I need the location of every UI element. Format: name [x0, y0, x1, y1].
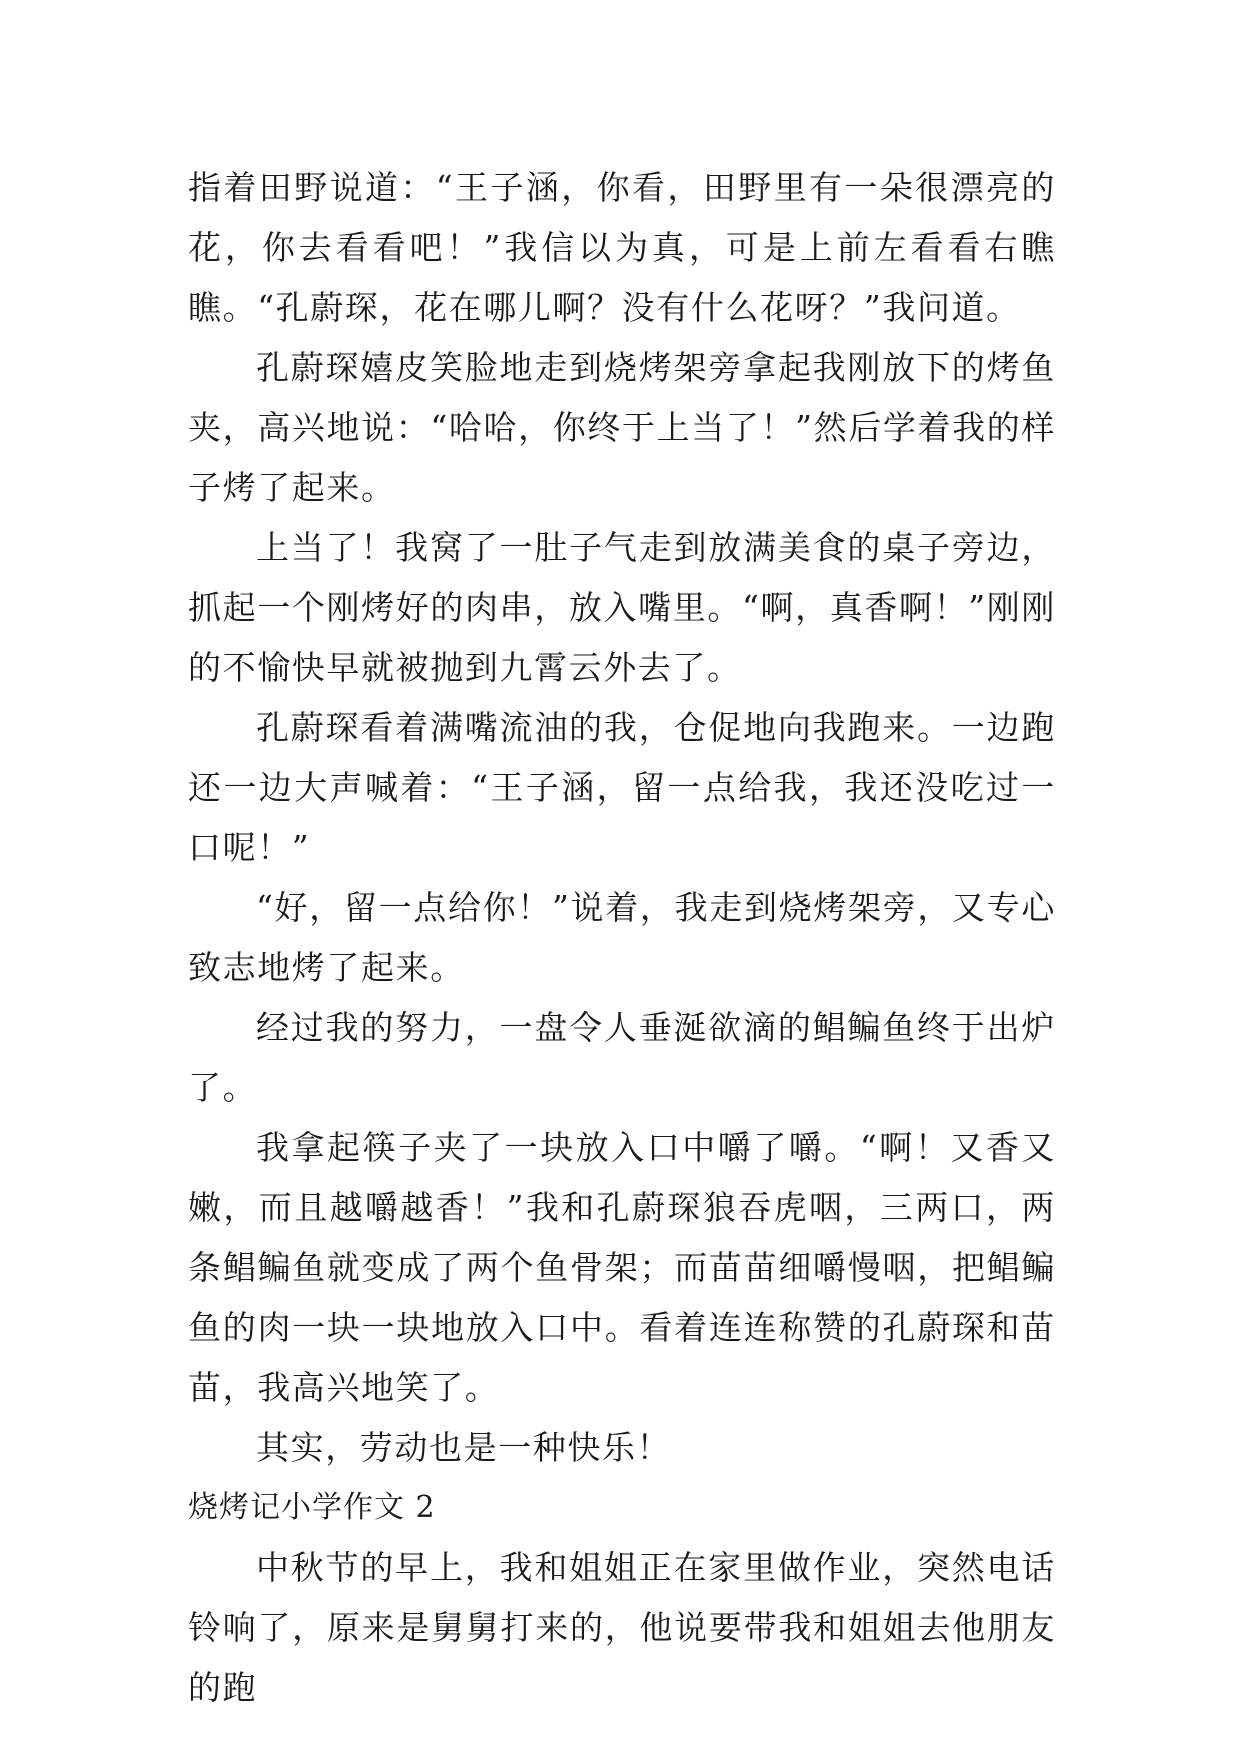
paragraph: 指着田野说道：“王子涵，你看，田野里有一朵很漂亮的花，你去看看吧！”我信以为真，可是上前左看看右瞧瞧。“孔蔚琛，花在哪儿啊？没有什么花呀？”我问道。	[188, 168, 1056, 327]
section-title: 烧烤记小学作文 2	[188, 1490, 436, 1525]
document-page	[188, 158, 1056, 1718]
paragraph: 其实，劳动也是一种快乐！	[256, 1428, 672, 1467]
paragraph: 我拿起筷子夹了一块放入口中嚼了嚼。“啊！又香又嫩，而且越嚼越香！”我和孔蔚琛狼吞虎咽，三两口，两条鲳鳊鱼就变成了两个鱼骨架；而苗苗细嚼慢咽，把鲳鳊鱼的肉一块一块地放入口中。看着连连称赞的孔蔚琛和苗苗，我高兴地笑了。	[188, 1128, 1056, 1407]
paragraph: 孔蔚琛看着满嘴流油的我，仓促地向我跑来。一边跑还一边大声喊着：“王子涵，留一点给我，我还没吃过一口呢！”	[188, 708, 1056, 867]
paragraph: “好，留一点给你！”说着，我走到烧烤架旁，又专心致志地烤了起来。	[188, 888, 1056, 987]
paragraph: 孔蔚琛嬉皮笑脸地走到烧烤架旁拿起我刚放下的烤鱼夹，高兴地说：“哈哈，你终于上当了！”然后学着我的样子烤了起来。	[188, 348, 1056, 507]
paragraph: 中秋节的早上，我和姐姐正在家里做作业，突然电话铃响了，原来是舅舅打来的，他说要带我和姐姐去他朋友的跑	[188, 1548, 1056, 1707]
paragraph: 经过我的努力，一盘令人垂涎欲滴的鲳鳊鱼终于出炉了。	[188, 1008, 1056, 1107]
paragraph: 上当了！我窝了一肚子气走到放满美食的桌子旁边，抓起一个刚烤好的肉串，放入嘴里。“啊，真香啊！”刚刚的不愉快早就被抛到九霄云外去了。	[188, 528, 1056, 687]
